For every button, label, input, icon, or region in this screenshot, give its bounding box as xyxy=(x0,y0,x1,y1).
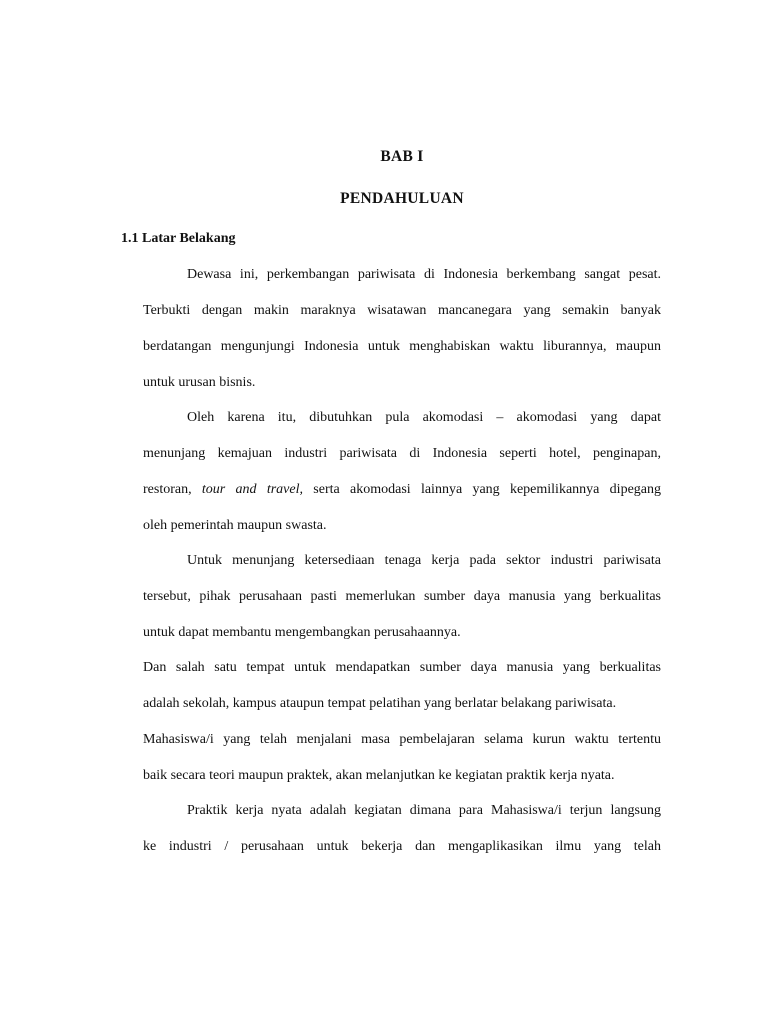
paragraph-line: Oleh karena itu, dibutuhkan pula akomodasi – akomodasi yang dapat xyxy=(187,410,661,425)
line-segment: serta akomodasi lainnya yang kepemilikannya dipegang xyxy=(302,482,661,497)
paragraph-line: oleh pemerintah maupun swasta. xyxy=(143,518,327,533)
chapter-title: PENDAHULUAN xyxy=(340,190,464,207)
paragraph-line: adalah sekolah, kampus ataupun tempat pelatihan yang berlatar belakang pariwisata. xyxy=(143,696,617,711)
paragraph-line: Mahasiswa/i yang telah menjalani masa pembelajaran selama kurun waktu tertentu xyxy=(143,732,661,747)
paragraph-line: Dewasa ini, perkembangan pariwisata di Indonesia berkembang sangat pesat. xyxy=(187,267,661,282)
paragraph-line: Praktik kerja nyata adalah kegiatan dimana para Mahasiswa/i terjun langsung xyxy=(187,803,661,818)
paragraph-line: baik secara teori maupun praktek, akan melanjutkan ke kegiatan praktik kerja nyata. xyxy=(143,768,615,783)
italic-phrase: tour and travel, xyxy=(201,482,303,497)
paragraph-line: Untuk menunjang ketersediaan tenaga kerja pada sektor industri pariwisata xyxy=(187,553,661,568)
paragraph-line: berdatangan mengunjungi Indonesia untuk menghabiskan waktu liburannya, maupun xyxy=(143,339,661,354)
line-segment: restoran, xyxy=(143,482,202,497)
paragraph-line: untuk urusan bisnis. xyxy=(143,375,256,390)
paragraph-line xyxy=(143,481,661,499)
paragraph-line: tersebut, pihak perusahaan pasti memerlukan sumber daya manusia yang berkualitas xyxy=(143,589,661,604)
section-heading: 1.1 Latar Belakang xyxy=(121,231,236,246)
paragraph-line: Dan salah satu tempat untuk mendapatkan sumber daya manusia yang berkualitas xyxy=(143,660,661,675)
chapter-heading: BAB I xyxy=(380,148,424,165)
paragraph-line: ke industri / perusahaan untuk bekerja dan mengaplikasikan ilmu yang telah xyxy=(143,839,661,854)
paragraph-line: menunjang kemajuan industri pariwisata di Indonesia seperti hotel, penginapan, xyxy=(143,446,661,461)
paragraph-line: untuk dapat membantu mengembangkan perusahaannya. xyxy=(143,625,461,640)
paragraph-line: Terbukti dengan makin maraknya wisatawan mancanegara yang semakin banyak xyxy=(143,303,661,318)
